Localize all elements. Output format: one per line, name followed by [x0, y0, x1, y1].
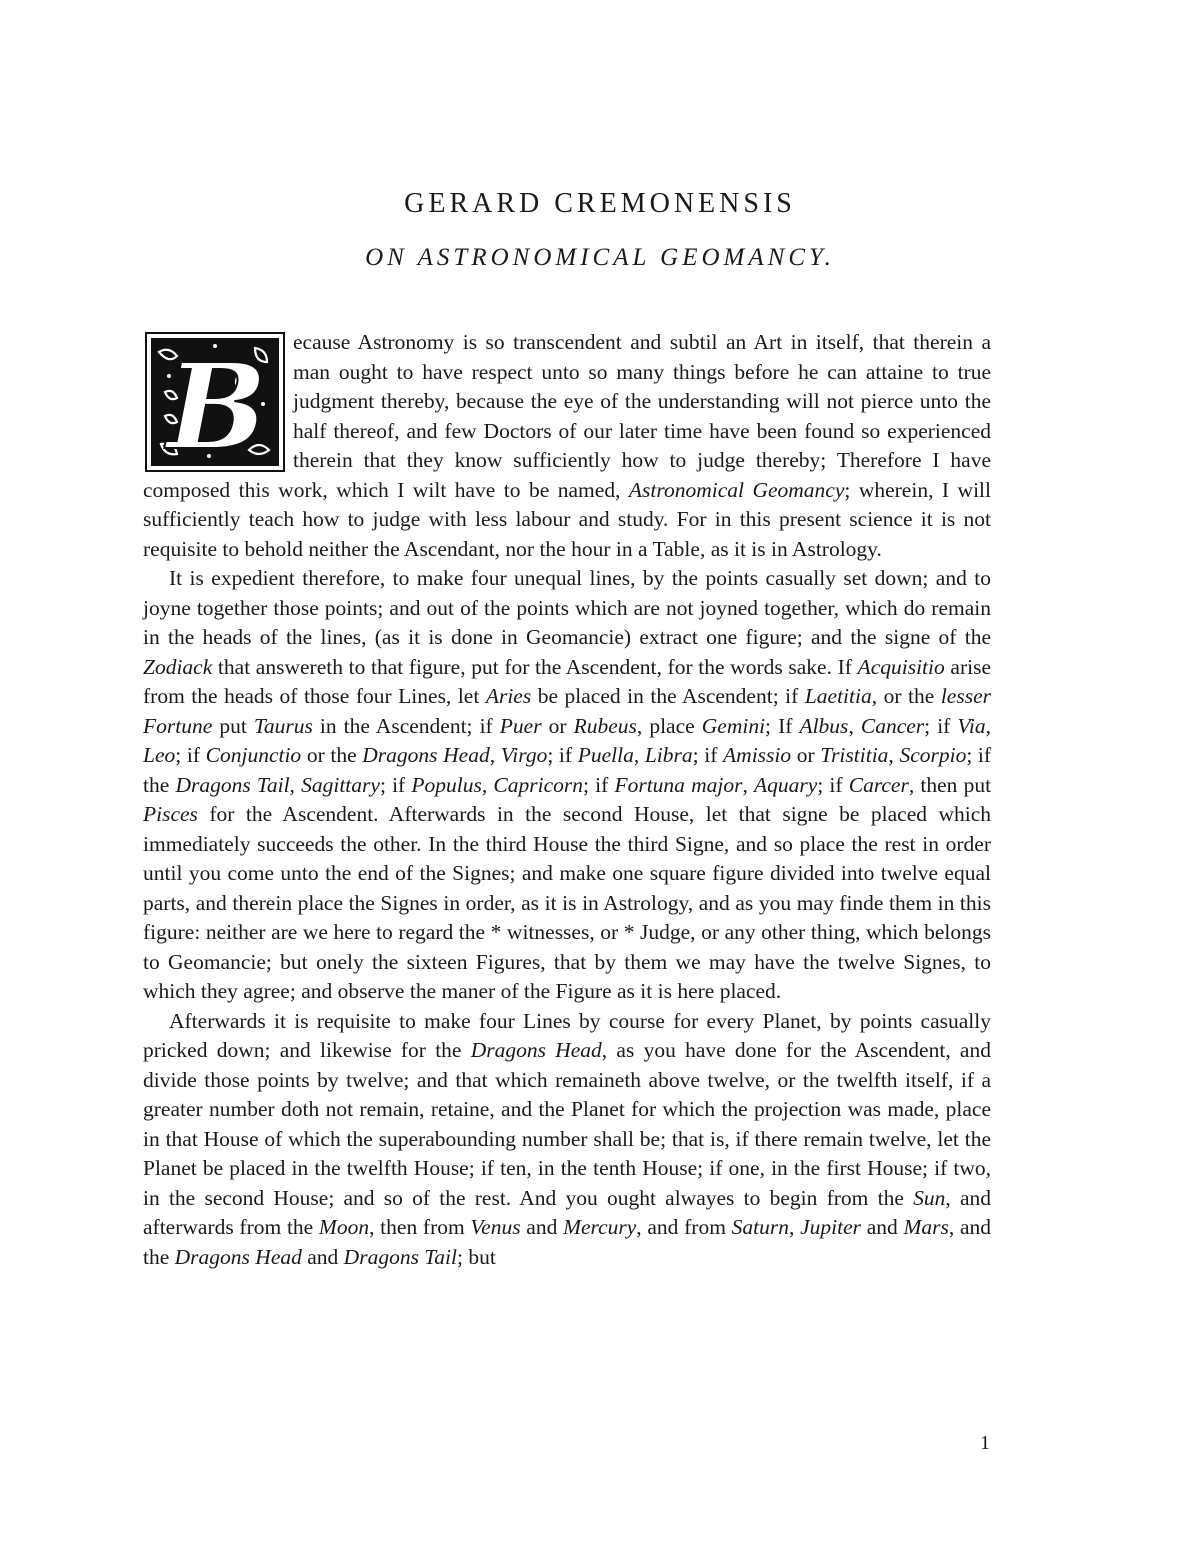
italic-term: Scorpio [899, 743, 967, 767]
italic-term: Pisces [143, 802, 198, 826]
page-title: GERARD CREMONENSIS [404, 188, 796, 219]
svg-text:B: B [167, 337, 267, 472]
page-number: 1 [980, 1432, 990, 1454]
text-run: Afterwards it is requisite to make four Lines by course for every Planet, by points casually pricked down; and likewise for the [143, 1008, 991, 1062]
text-run: , [742, 772, 754, 797]
text-run: , [985, 713, 992, 738]
italic-term: Astronomical Geomancy [628, 477, 845, 502]
text-run: It is expedient therefore, to make four unequal lines, by the points casually set down; and to joyne together those points; and out of the points which are not joyned together, which do remain in the heads of the lines, (as it is done in Geomancie) extract one figure; and the signe of the [143, 566, 991, 649]
page-subtitle: ON ASTRONOMICAL GEOMANCY. [365, 244, 835, 271]
text-run: ; if [175, 743, 206, 767]
text-run: , [789, 1215, 801, 1239]
italic-term: Cancer [860, 713, 925, 738]
text-run: , [481, 772, 494, 797]
text-run: , and the [143, 1215, 992, 1269]
text-run: arise from the heads of those four Lines, let [143, 654, 991, 708]
text-run: , [489, 743, 501, 767]
text-run: ; but [457, 1244, 496, 1269]
italic-term: Virgo [500, 743, 548, 767]
text-run: ; If [765, 713, 800, 738]
italic-term: Amissio [723, 743, 792, 767]
text-run: , [289, 772, 302, 797]
paragraph-1 [143, 328, 991, 564]
italic-term: Laetitia [804, 684, 872, 708]
italic-term: Jupiter [800, 1215, 861, 1239]
text-run: , [848, 713, 861, 738]
italic-term: Moon [318, 1215, 370, 1239]
italic-term: Leo [143, 743, 176, 767]
text-run: and [861, 1215, 904, 1239]
italic-term: Tristitia [820, 743, 889, 767]
text-run: put [212, 713, 254, 738]
italic-term: Conjunctio [205, 743, 302, 767]
italic-term: Acquisitio [857, 654, 945, 679]
italic-term: Sun [913, 1185, 946, 1210]
italic-term: Taurus [253, 713, 313, 738]
italic-term: Venus [470, 1215, 521, 1239]
italic-term: Capricorn [493, 772, 583, 797]
body-text [143, 328, 991, 1272]
text-run: ; if [547, 743, 578, 767]
italic-term: Saturn [731, 1215, 789, 1239]
italic-term: lesser Fortune [143, 684, 991, 738]
text-run: ; if [817, 772, 849, 797]
italic-term: Albus [799, 713, 849, 738]
paragraph-2 [143, 564, 991, 1007]
italic-term: Via [957, 713, 986, 738]
italic-term: Sagittary [301, 772, 380, 797]
italic-term: Gemini [701, 713, 766, 738]
italic-term: Dragons Tail [343, 1244, 457, 1269]
text-run: be placed in the Ascendent; if [531, 684, 805, 708]
italic-term: Rubeus [573, 713, 637, 738]
ornamental-initial-b-icon [145, 332, 285, 472]
text-run: ; if the [143, 743, 992, 797]
italic-term: Aries [485, 684, 532, 708]
italic-term: Puer [499, 713, 542, 738]
text-run: ; if [924, 713, 958, 738]
text-run: , then from [369, 1215, 471, 1239]
text-run: in the Ascendent; if [312, 713, 500, 738]
text-run: and [520, 1215, 564, 1239]
text-run: ecause Astronomy is so transcendent and subtil an Art in itself, that therein a man ought to have respect unto so many things before he can attaine to true judgment thereby, because the eye of the understanding will not pierce unto the half thereof, and few Doctors of our later time have been found so experienced therein that they know sufficiently how to judge thereby; Therefore I have composed this work, which I wilt have to be named, [143, 330, 991, 502]
italic-term: Aquary [754, 772, 818, 797]
text-run: , as you have done for the Ascendent, and divide those points by twelve; and that which remaineth above twelve, or the twelfth itself, if a greater number doth not remain, retaine, and the Planet for which the projection was made, place in that House of which the superabounding number shall be; that is, if there remain twelve, let the Planet be placed in the twelfth House; if ten, in the tenth House; if one, in the first House; if two, in the second House; and so of the rest. And you ought alwayes to begin from the [143, 1038, 991, 1210]
text-run: or the [301, 743, 363, 767]
text-run: , or the [871, 684, 941, 708]
text-run: , and from [636, 1215, 732, 1239]
text-run: and [301, 1244, 344, 1269]
paragraph-3 [143, 1007, 991, 1273]
italic-term: Zodiack [143, 654, 213, 679]
text-run: , [888, 743, 900, 767]
text-run: ; if [583, 772, 615, 797]
text-run: ; if [379, 772, 412, 797]
text-run: , place [636, 713, 702, 738]
italic-term: Populus [411, 772, 482, 797]
italic-term: Mercury [563, 1215, 637, 1239]
text-run: ; if [692, 743, 724, 767]
italic-term: Libra [644, 743, 693, 767]
text-run: , and afterwards from the [143, 1185, 991, 1239]
italic-term: Dragons Head [362, 743, 490, 767]
italic-term: Dragons Head [174, 1244, 302, 1269]
text-run: that answereth to that figure, put for the Ascendent, for the words sake. If [212, 654, 858, 679]
italic-term: Puella [577, 743, 634, 767]
italic-term: Dragons Head [470, 1038, 602, 1062]
italic-term: Dragons Tail [175, 772, 290, 797]
text-run: , then put [908, 772, 992, 797]
text-run: ; wherein, I will sufficiently teach how to judge with less labour and study. For in this present science it is not requisite to behold neither the Ascendant, nor the hour in a Table, as it is in Astrology. [143, 477, 991, 561]
italic-term: Carcer [848, 772, 909, 797]
text-run: for the Ascendent. Afterwards in the second House, let that signe be placed which immediately succeeds the other. In the third House the third Signe, and so place the rest in order until you come unto the end of the Signes; and make one square figure divided into twelve equal parts, and therein place the Signes in order, as it is in Astrology, and as you may finde them in this figure: neither are we here to regard the * witnesses, or * Judge, or any other thing, which belongs to Geomancie; but onely the sixteen Figures, that by them we may have the twelve Signes, to which they agree; and observe the maner of the Figure as it is here placed. [143, 802, 991, 1003]
italic-term: Mars [903, 1215, 949, 1239]
text-run: or [791, 743, 821, 767]
text-run: or [541, 713, 574, 738]
italic-term: Fortuna major [614, 772, 743, 797]
text-run: , [633, 743, 645, 767]
